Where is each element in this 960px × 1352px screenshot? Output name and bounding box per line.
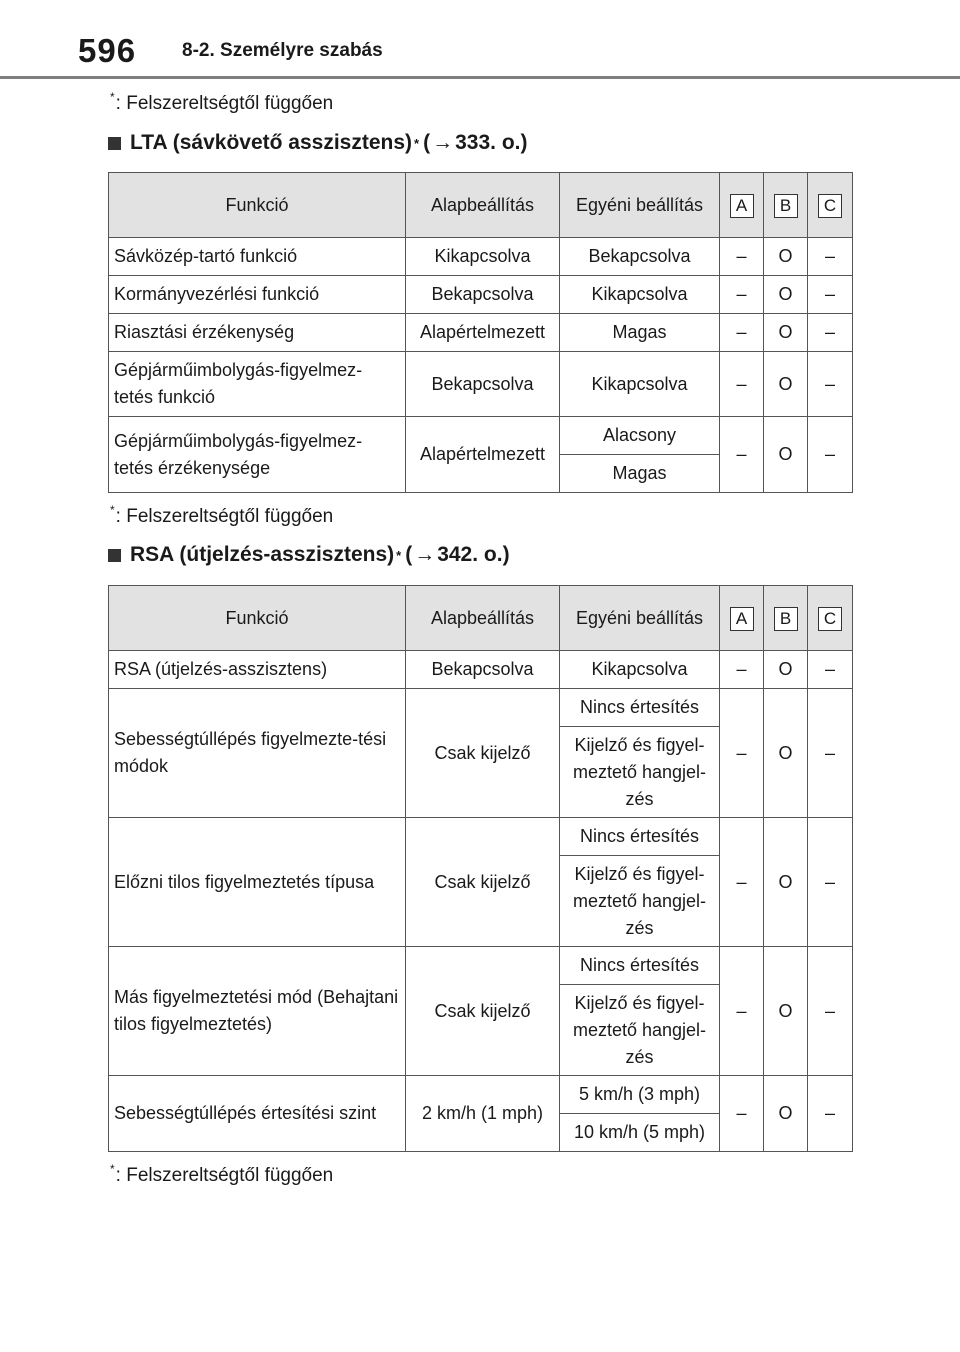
footnote — [110, 1162, 333, 1187]
cell-funkcio: Gépjárműimbolygás-figyelmez-tetés funkció — [109, 352, 406, 417]
cell-egyeni: Kikapcsolva — [560, 276, 720, 314]
cell-alap: Bekapcsolva — [406, 276, 560, 314]
col-c: C — [818, 607, 842, 631]
cell-funkcio: Sebességtúllépés figyelmezte-tési módok — [109, 689, 406, 818]
cell-funkcio: Gépjárműimbolygás-figyelmez-tetés érzékenysége — [109, 417, 406, 493]
col-c: C — [818, 194, 842, 218]
page-number: 596 — [78, 32, 137, 69]
cell-alap: Bekapcsolva — [406, 352, 560, 417]
cell-funkcio: Előzni tilos figyelmeztetés típusa — [109, 818, 406, 947]
cell-c: – — [808, 238, 853, 276]
footnote-star: * — [110, 503, 115, 517]
table-row — [109, 238, 853, 276]
cell-alap: 2 km/h (1 mph) — [406, 1076, 560, 1152]
bullet-square-icon — [108, 549, 121, 562]
bullet-square-icon — [108, 137, 121, 150]
cell-c: – — [808, 947, 853, 1076]
cell-a: – — [720, 352, 764, 417]
table-row — [109, 1076, 853, 1114]
cell-funkcio: RSA (útjelzés-asszisztens) — [109, 651, 406, 689]
footnote-text: : Felszereltségtől függően — [115, 506, 334, 527]
col-funkcio: Funkció — [109, 173, 406, 238]
cell-a: – — [720, 238, 764, 276]
table-row — [109, 276, 853, 314]
cell-funkcio: Riasztási érzékenység — [109, 314, 406, 352]
col-egyeni: Egyéni beállítás — [560, 586, 720, 651]
cell-a: – — [720, 689, 764, 818]
lta-title: LTA (sávkövető asszisztens) — [130, 131, 413, 154]
table-row — [109, 352, 853, 417]
cell-a: – — [720, 651, 764, 689]
cell-egyeni: Magas — [560, 455, 720, 493]
rsa-star: * — [396, 547, 402, 563]
cell-b: O — [764, 947, 808, 1076]
cell-b: O — [764, 276, 808, 314]
footnote — [110, 503, 333, 528]
cell-alap: Csak kijelző — [406, 947, 560, 1076]
col-alapbeallitas: Alapbeállítás — [406, 586, 560, 651]
cell-egyeni: Magas — [560, 314, 720, 352]
arrow-right-icon: → — [432, 131, 454, 154]
cell-a: – — [720, 818, 764, 947]
cell-alap: Alapértelmezett — [406, 417, 560, 493]
cell-a: – — [720, 276, 764, 314]
cell-c: – — [808, 689, 853, 818]
cell-a: – — [720, 947, 764, 1076]
cell-b: O — [764, 314, 808, 352]
cell-funkcio: Más figyelmeztetési mód (Behajtani tilos figyelmeztetés) — [109, 947, 406, 1076]
lta-star: * — [414, 135, 420, 151]
table-row — [109, 651, 853, 689]
rsa-heading: RSA (útjelzés-asszisztens) * ( → 342. o.) — [108, 543, 510, 567]
lta-table — [108, 172, 853, 493]
cell-egyeni: Kijelző és figyel-meztető hangjel-zés — [560, 727, 720, 818]
cell-egyeni: Nincs értesítés — [560, 818, 720, 856]
table-header-row — [109, 586, 853, 651]
table-row — [109, 417, 853, 455]
cell-egyeni: Kikapcsolva — [560, 352, 720, 417]
cell-alap: Csak kijelző — [406, 818, 560, 947]
cell-egyeni: 10 km/h (5 mph) — [560, 1114, 720, 1152]
table-header-row — [109, 173, 853, 238]
cell-b: O — [764, 651, 808, 689]
section-title: 8-2. Személyre szabás — [182, 40, 383, 61]
cell-alap: Alapértelmezett — [406, 314, 560, 352]
header-divider — [0, 76, 960, 79]
col-a: A — [730, 607, 754, 631]
cell-c: – — [808, 1076, 853, 1152]
cell-a: – — [720, 1076, 764, 1152]
table-row — [109, 818, 853, 856]
lta-ref: 333. o.) — [455, 131, 528, 154]
cell-b: O — [764, 1076, 808, 1152]
rsa-ref: 342. o.) — [437, 543, 510, 566]
cell-funkcio: Sávközép-tartó funkció — [109, 238, 406, 276]
footnote-star: * — [110, 90, 115, 104]
cell-egyeni: Kijelző és figyel-meztető hangjel-zés — [560, 856, 720, 947]
footnote-star: * — [110, 1162, 115, 1176]
cell-egyeni: Nincs értesítés — [560, 689, 720, 727]
page-header — [0, 0, 960, 80]
footnote-text: : Felszereltségtől függően — [115, 93, 334, 114]
cell-funkcio: Sebességtúllépés értesítési szint — [109, 1076, 406, 1152]
col-a: A — [730, 194, 754, 218]
col-alapbeallitas: Alapbeállítás — [406, 173, 560, 238]
cell-b: O — [764, 417, 808, 493]
cell-a: – — [720, 417, 764, 493]
table-row — [109, 947, 853, 985]
col-egyeni: Egyéni beállítás — [560, 173, 720, 238]
cell-alap: Bekapcsolva — [406, 651, 560, 689]
cell-alap: Csak kijelző — [406, 689, 560, 818]
table-row — [109, 314, 853, 352]
cell-egyeni: Bekapcsolva — [560, 238, 720, 276]
col-funkcio: Funkció — [109, 586, 406, 651]
cell-egyeni: Alacsony — [560, 417, 720, 455]
lta-heading: LTA (sávkövető asszisztens) * ( → 333. o.) — [108, 131, 527, 155]
footnote-text: : Felszereltségtől függően — [115, 1165, 334, 1186]
cell-c: – — [808, 276, 853, 314]
cell-c: – — [808, 818, 853, 947]
cell-funkcio: Kormányvezérlési funkció — [109, 276, 406, 314]
cell-b: O — [764, 238, 808, 276]
cell-b: O — [764, 689, 808, 818]
cell-c: – — [808, 314, 853, 352]
table-row — [109, 689, 853, 727]
cell-a: – — [720, 314, 764, 352]
cell-egyeni: Kikapcsolva — [560, 651, 720, 689]
cell-b: O — [764, 818, 808, 947]
cell-egyeni: Nincs értesítés — [560, 947, 720, 985]
arrow-right-icon: → — [414, 543, 436, 566]
cell-c: – — [808, 352, 853, 417]
rsa-table — [108, 585, 853, 1152]
cell-b: O — [764, 352, 808, 417]
col-b: B — [774, 607, 798, 631]
cell-egyeni: 5 km/h (3 mph) — [560, 1076, 720, 1114]
cell-c: – — [808, 651, 853, 689]
cell-alap: Kikapcsolva — [406, 238, 560, 276]
cell-c: – — [808, 417, 853, 493]
col-b: B — [774, 194, 798, 218]
rsa-title: RSA (útjelzés-asszisztens) — [130, 543, 395, 566]
footnote — [110, 90, 333, 115]
cell-egyeni: Kijelző és figyel-meztető hangjel-zés — [560, 985, 720, 1076]
